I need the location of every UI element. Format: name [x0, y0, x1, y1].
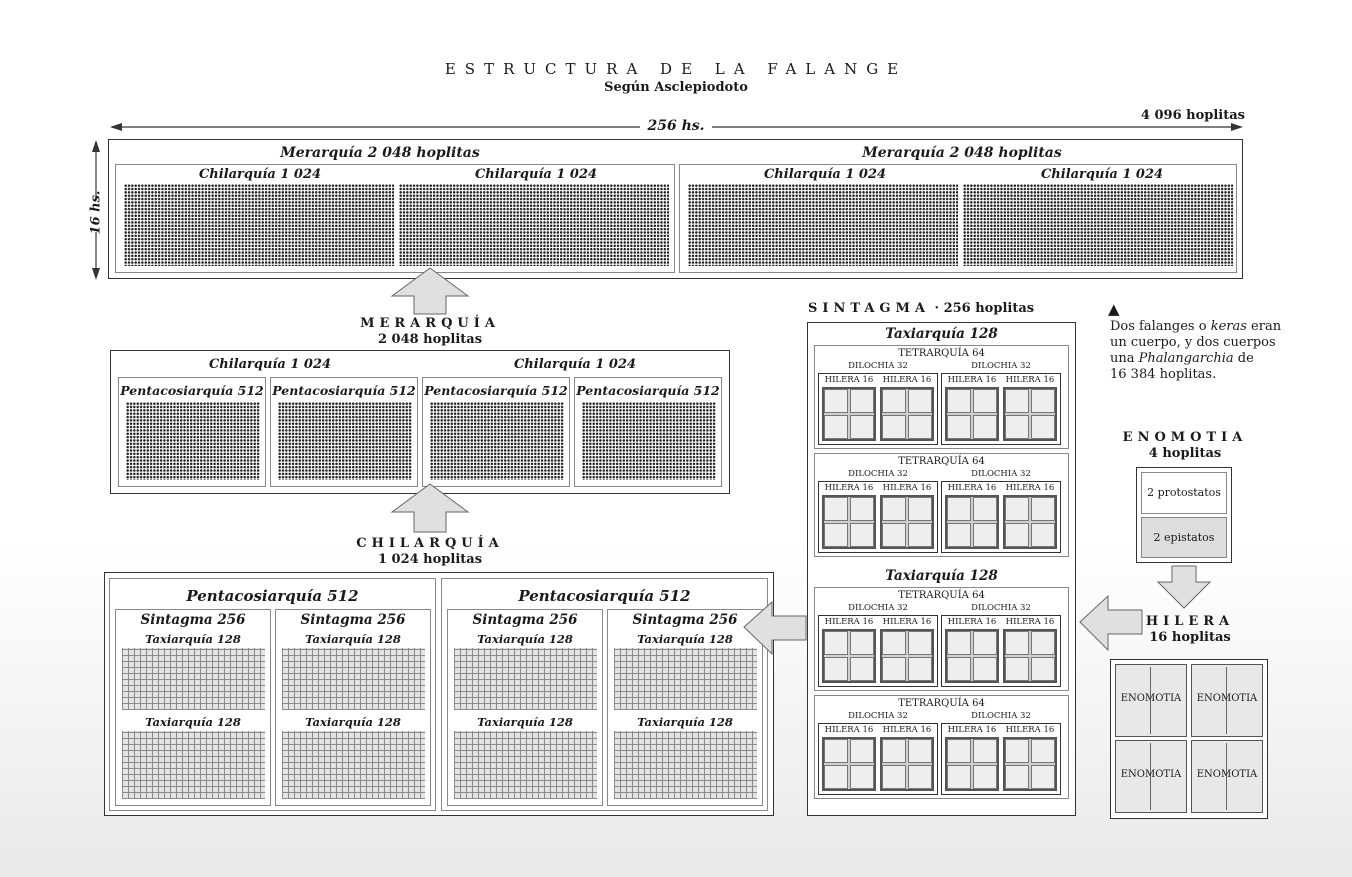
enomotia-mini	[947, 657, 971, 681]
hilera-label: HILERA 16	[1005, 375, 1055, 385]
enomotia-mini	[947, 523, 971, 547]
phalanx-dots-1	[124, 184, 394, 266]
hilera-label: HILERA 16	[824, 725, 874, 735]
hilera-label: HILERA 16	[947, 617, 997, 627]
phalanx-chiliarchia-2: Chilarquía 1 024	[474, 167, 598, 182]
enomotia-mini	[1005, 389, 1029, 413]
hilera-label: HILERA 16	[1005, 725, 1055, 735]
enomotia-mini	[1005, 523, 1029, 547]
syntagma-name: SINTAGMA	[808, 301, 930, 316]
enomotia-mini	[850, 415, 874, 439]
enomotia-mini	[882, 389, 906, 413]
enomotia-mini	[850, 657, 874, 681]
enomotia-mini	[973, 657, 997, 681]
tetrarchia-label: TETRARQUÍA 64	[898, 456, 985, 467]
enomotia-mini	[1005, 631, 1029, 655]
enomotia-mini	[973, 765, 997, 789]
syntagma-taxiarchia-2: Taxiarquía 128	[885, 568, 998, 584]
phalanx-dots-3	[688, 184, 958, 266]
hilera-label: HILERA 16	[824, 483, 874, 493]
enomotia-mini	[1031, 631, 1055, 655]
enomotia-mini	[824, 739, 848, 763]
chil-taxiarchia-4a: Taxiarquía 128	[637, 632, 733, 646]
dilochia-label: DILOCHIA 32	[971, 361, 1031, 371]
chil-grid-1a	[122, 648, 265, 710]
width-label: 256 hs.	[647, 118, 705, 134]
phalanx-chiliarchia-4: Chilarquía 1 024	[1040, 167, 1164, 182]
hilera-label: HILERA 16	[882, 483, 932, 493]
enomotia-mini	[882, 657, 906, 681]
enomotia-mini	[882, 765, 906, 789]
enomotia-mini	[824, 415, 848, 439]
chil-syntagma-3: Sintagma 256	[472, 612, 578, 628]
enomotia-mini	[1031, 523, 1055, 547]
phalanx-dots-2	[399, 184, 669, 266]
merarchia-dots-1	[126, 402, 260, 480]
merarchia-right-title: Merarquía 2 048 hoplitas	[862, 145, 1062, 161]
chil-taxiarchia-3a: Taxiarquía 128	[477, 632, 573, 646]
chil-grid-4b	[614, 731, 757, 799]
enomotia-mini	[908, 415, 932, 439]
merarchia-chiliarchia-1: Chilarquía 1 024	[208, 357, 332, 372]
tetrarchia-label: TETRARQUÍA 64	[898, 698, 985, 709]
enomotia-mini	[1005, 739, 1029, 763]
dilochia-label: DILOCHIA 32	[971, 469, 1031, 479]
total-label: 4 096 hoplitas	[1140, 108, 1245, 123]
enomotia-mini	[882, 631, 906, 655]
enomotia-mini	[908, 765, 932, 789]
enomotia-mini	[882, 497, 906, 521]
merarchia-dots-3	[430, 402, 564, 480]
enomotia-heading: ENOMOTIA	[1122, 430, 1248, 445]
hilera-label: HILERA 16	[882, 617, 932, 627]
tetrarchia-label: TETRARQUÍA 64	[898, 348, 985, 359]
enomotia-mini	[824, 765, 848, 789]
enomotia-mini	[1005, 415, 1029, 439]
merarchia-heading: MERARQUÍA	[360, 316, 500, 331]
enomotia-mini	[824, 631, 848, 655]
page-subtitle: Según Asclepiodoto	[604, 80, 748, 95]
enomotia-mini	[850, 765, 874, 789]
enomotia-mini	[1005, 657, 1029, 681]
chil-grid-3a	[454, 648, 597, 710]
merarchia-pentacosiarchia-3: Pentacosiarquía 512	[424, 383, 568, 398]
page-title: ESTRUCTURA DE LA FALANGE	[444, 60, 908, 78]
up-arrow-chiliarchia	[390, 482, 470, 534]
merarchia-count: 2 048 hoplitas	[377, 332, 483, 347]
chiliarchia-count: 1 024 hoplitas	[377, 552, 483, 567]
hilera-label: HILERA 16	[882, 375, 932, 385]
enomotia-mini	[908, 631, 932, 655]
note-marker: ▲	[1108, 300, 1120, 318]
chil-grid-2a	[282, 648, 425, 710]
chil-taxiarchia-2a: Taxiarquía 128	[305, 632, 401, 646]
enomotia-mini	[1031, 415, 1055, 439]
merarchia-dots-4	[582, 402, 716, 480]
enomotia-mini	[908, 657, 932, 681]
down-arrow-hilera	[1156, 564, 1212, 610]
dilochia-label: DILOCHIA 32	[848, 361, 908, 371]
merarchia-dots-2	[278, 402, 412, 480]
chil-grid-3b	[454, 731, 597, 799]
hilera-label: HILERA 16	[1005, 617, 1055, 627]
phalanx-dots-4	[963, 184, 1233, 266]
chil-taxiarchia-2b: Taxiarquía 128	[305, 715, 401, 729]
enomotia-mini	[1031, 765, 1055, 789]
hilera-label: HILERA 16	[947, 483, 997, 493]
hilera-label: HILERA 16	[882, 725, 932, 735]
merarchia-pentacosiarchia-2: Pentacosiarquía 512	[272, 383, 416, 398]
enomotia-mini	[947, 497, 971, 521]
chil-syntagma-2: Sintagma 256	[300, 612, 406, 628]
merarchia-chiliarchia-2: Chilarquía 1 024	[513, 357, 637, 372]
hilera-enomotia-label: ENOMOTIA	[1196, 769, 1258, 780]
chil-taxiarchia-1a: Taxiarquía 128	[145, 632, 241, 646]
up-arrow-merarchia	[390, 266, 470, 316]
enomotia-mini	[973, 739, 997, 763]
note-line3a: una	[1110, 351, 1139, 366]
hilera-label: HILERA 16	[1005, 483, 1055, 493]
chil-taxiarchia-1b: Taxiarquía 128	[145, 715, 241, 729]
protostatos-label: 2 protostatos	[1147, 486, 1221, 499]
chiliarchia-pentacosiarchia-1: Pentacosiarquía 512	[186, 587, 359, 605]
note-line1b: eran	[1246, 319, 1282, 334]
enomotia-mini	[947, 739, 971, 763]
phalanx-chiliarchia-3: Chilarquía 1 024	[763, 167, 887, 182]
enomotia-mini	[882, 415, 906, 439]
enomotia-mini	[1031, 497, 1055, 521]
enomotia-mini	[1005, 497, 1029, 521]
note-line4: 16 384 hoplitas.	[1110, 367, 1217, 382]
enomotia-mini	[824, 497, 848, 521]
hilera-label: HILERA 16	[947, 375, 997, 385]
enomotia-mini	[1031, 389, 1055, 413]
chil-grid-2b	[282, 731, 425, 799]
enomotia-mini	[850, 389, 874, 413]
tetrarchia-label: TETRARQUÍA 64	[898, 590, 985, 601]
chil-grid-4a	[614, 648, 757, 710]
note-keras: keras	[1210, 319, 1247, 334]
note-text	[1110, 319, 1310, 383]
note-line2: un cuerpo, y dos cuerpos	[1110, 335, 1276, 350]
chil-grid-1b	[122, 731, 265, 799]
enomotia-mini	[947, 765, 971, 789]
enomotia-mini	[973, 497, 997, 521]
merarchia-pentacosiarchia-4: Pentacosiarquía 512	[576, 383, 720, 398]
chiliarchia-pentacosiarchia-2: Pentacosiarquía 512	[518, 587, 691, 605]
dilochia-label: DILOCHIA 32	[848, 469, 908, 479]
enomotia-mini	[824, 389, 848, 413]
hilera-label: HILERA 16	[824, 375, 874, 385]
enomotia-mini	[973, 631, 997, 655]
hilera-enomotia-label: ENOMOTIA	[1196, 693, 1258, 704]
enomotia-mini	[908, 497, 932, 521]
phalanx-chiliarchia-1: Chilarquía 1 024	[198, 167, 322, 182]
enomotia-mini	[947, 631, 971, 655]
left-arrow-syntagma	[742, 600, 808, 656]
merarchia-left-title: Merarquía 2 048 hoplitas	[280, 145, 480, 161]
syntagma-count: · 256 hoplitas	[934, 301, 1035, 316]
enomotia-mini	[908, 739, 932, 763]
chil-taxiarchia-3b: Taxiarquía 128	[477, 715, 573, 729]
chiliarchia-heading: CHILARQUÍA	[356, 536, 504, 551]
enomotia-mini	[1005, 765, 1029, 789]
enomotia-mini	[882, 739, 906, 763]
enomotia-mini	[850, 739, 874, 763]
enomotia-mini	[947, 415, 971, 439]
enomotia-mini	[908, 389, 932, 413]
enomotia-mini	[882, 523, 906, 547]
enomotia-mini	[947, 389, 971, 413]
note-line1: Dos falanges o	[1110, 319, 1211, 334]
dilochia-label: DILOCHIA 32	[971, 603, 1031, 613]
enomotia-mini	[824, 657, 848, 681]
syntagma-heading	[808, 301, 1078, 316]
enomotia-mini	[850, 497, 874, 521]
dilochia-label: DILOCHIA 32	[848, 603, 908, 613]
note-line3b: de	[1233, 351, 1254, 366]
enomotia-mini	[973, 523, 997, 547]
syntagma-taxiarchia-1: Taxiarquía 128	[885, 326, 998, 342]
depth-label: 16 hs.	[88, 190, 104, 235]
enomotia-mini	[973, 415, 997, 439]
hilera-label: HILERA 16	[947, 725, 997, 735]
enomotia-mini	[850, 523, 874, 547]
hilera-label: HILERA 16	[824, 617, 874, 627]
enomotia-mini	[850, 631, 874, 655]
epistatos-label: 2 epistatos	[1153, 531, 1215, 544]
enomotia-mini	[824, 523, 848, 547]
hilera-enomotia-label: ENOMOTIA	[1120, 769, 1182, 780]
hilera-heading: HILERA	[1145, 614, 1235, 629]
hilera-enomotia-label: ENOMOTIA	[1120, 693, 1182, 704]
chil-taxiarchia-4b: Taxiarquía 128	[637, 715, 733, 729]
enomotia-mini	[973, 389, 997, 413]
dilochia-label: DILOCHIA 32	[848, 711, 908, 721]
enomotia-count: 4 hoplitas	[1148, 446, 1222, 461]
note-phalangarchia: Phalangarchia	[1138, 351, 1234, 366]
merarchia-pentacosiarchia-1: Pentacosiarquía 512	[120, 383, 264, 398]
dilochia-label: DILOCHIA 32	[971, 711, 1031, 721]
chil-syntagma-1: Sintagma 256	[140, 612, 246, 628]
enomotia-mini	[1031, 657, 1055, 681]
hilera-count: 16 hoplitas	[1149, 630, 1231, 645]
enomotia-mini	[908, 523, 932, 547]
enomotia-mini	[1031, 739, 1055, 763]
chil-syntagma-4: Sintagma 256	[632, 612, 738, 628]
